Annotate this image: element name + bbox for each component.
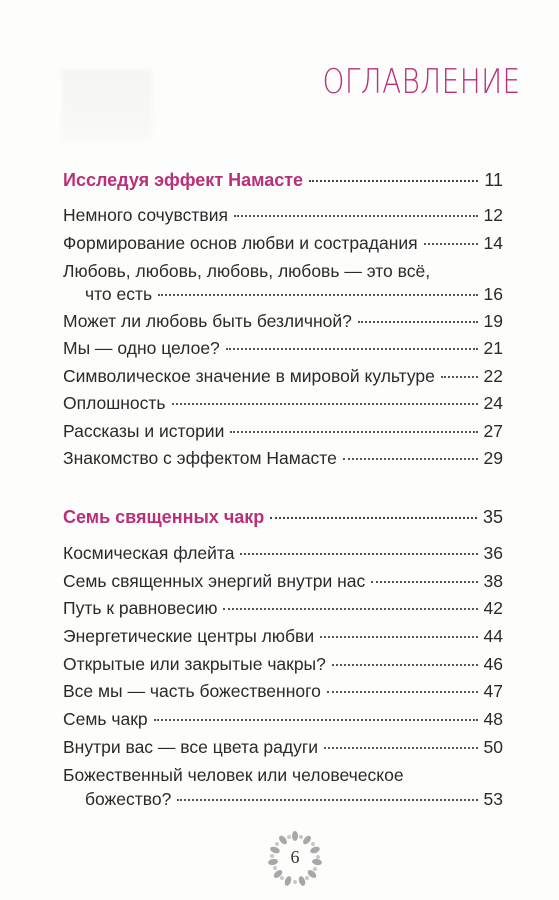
toc-entry [63,543,503,563]
toc-label: Мы — одно целое? [63,338,220,358]
leader-dots [332,664,478,666]
toc-page-number: 12 [483,205,503,225]
toc-page-number: 36 [483,543,503,563]
toc-entry [63,311,503,331]
toc-entry [63,654,503,674]
toc-label: Исследуя эффект Намасте [63,170,304,190]
toc-entry [63,205,503,225]
toc-page-number: 24 [483,393,503,413]
toc-page-number: 38 [483,571,503,591]
leader-dots [226,348,478,350]
page-number-badge [266,830,324,888]
toc-section [63,170,503,190]
toc-entry [63,284,503,304]
toc-entry [63,571,503,591]
toc-label: Немного сочувствия [63,205,228,225]
leader-dots [343,458,478,460]
leader-dots [172,403,478,405]
toc-page-number: 46 [483,654,503,674]
toc-page-number: 29 [483,448,503,468]
leader-dots [441,376,478,378]
leader-dots [424,243,478,245]
toc-entry [63,681,503,701]
toc-label-line1: Божественный человек или человеческое [63,765,404,785]
toc-label-line2: что есть [85,284,153,304]
toc-entry [63,393,503,413]
leader-dots [230,431,477,433]
toc-page-number: 11 [484,170,503,190]
toc-entry [63,448,503,468]
toc-label: Все мы — часть божественного [63,681,321,701]
page-title: ОГЛАВЛЕНИЕ [322,62,521,102]
toc-page-number: 19 [483,311,503,331]
toc-label: Внутри вас — все цвета радуги [63,737,318,757]
leader-dots [154,719,478,721]
toc-label: Путь к равновесию [63,598,218,618]
toc-label: Формирование основ любви и сострадания [63,233,418,253]
toc-page-number: 22 [483,366,503,386]
leader-dots [327,691,478,693]
toc-label: Рассказы и истории [63,421,225,441]
toc-page-number: 53 [483,789,503,809]
toc-label: Энергетические центры любви [63,626,315,646]
toc-label-line1: Любовь, любовь, любовь, любовь — это всё, [63,261,431,281]
leader-dots [223,608,477,610]
page-number: 6 [290,847,300,867]
leader-dots [270,517,477,519]
toc-entry [63,626,503,646]
toc-label: Знакомство с эффектом Намасте [63,448,337,468]
bleed-through-shadow [62,70,152,140]
toc-entry [63,366,503,386]
toc-entry [63,598,503,618]
toc-page-number: 35 [482,507,503,527]
toc-page-number: 16 [483,284,503,304]
toc-label-line2: божество? [85,789,172,809]
leader-dots [158,294,477,296]
toc-label: Семь священных энергий внутри нас [63,571,366,591]
leader-dots [309,180,478,182]
toc-entry [63,421,503,441]
toc-entry [63,789,503,809]
toc-page-number: 47 [483,681,503,701]
toc-label: Оплошность [63,393,166,413]
leader-dots [371,581,477,583]
leader-dots [177,799,477,801]
leader-dots [320,636,477,638]
toc-label: Может ли любовь быть безличной? [63,311,352,331]
toc-entry [63,338,503,358]
toc-page-number: 44 [483,626,503,646]
leader-dots [240,553,477,555]
toc-label: Символическое значение в мировой культуре [63,366,435,386]
toc-label: Семь священных чакр [63,507,265,527]
toc-section [63,507,503,527]
toc-entry [63,233,503,253]
toc-page-number: 48 [483,709,503,729]
leader-dots [234,215,478,217]
toc-label: Семь чакр [63,709,148,729]
leader-dots [358,321,478,323]
toc-page-number: 50 [483,737,503,757]
toc-label: Открытые или закрытые чакры? [63,654,326,674]
toc-page-number: 27 [483,421,503,441]
toc-page-number: 14 [483,233,503,253]
toc-entry [63,709,503,729]
toc-page-number: 42 [483,598,503,618]
toc-page-number: 21 [483,338,503,358]
toc-label: Космическая флейта [63,543,235,563]
toc-entry [63,737,503,757]
leader-dots [324,747,478,749]
